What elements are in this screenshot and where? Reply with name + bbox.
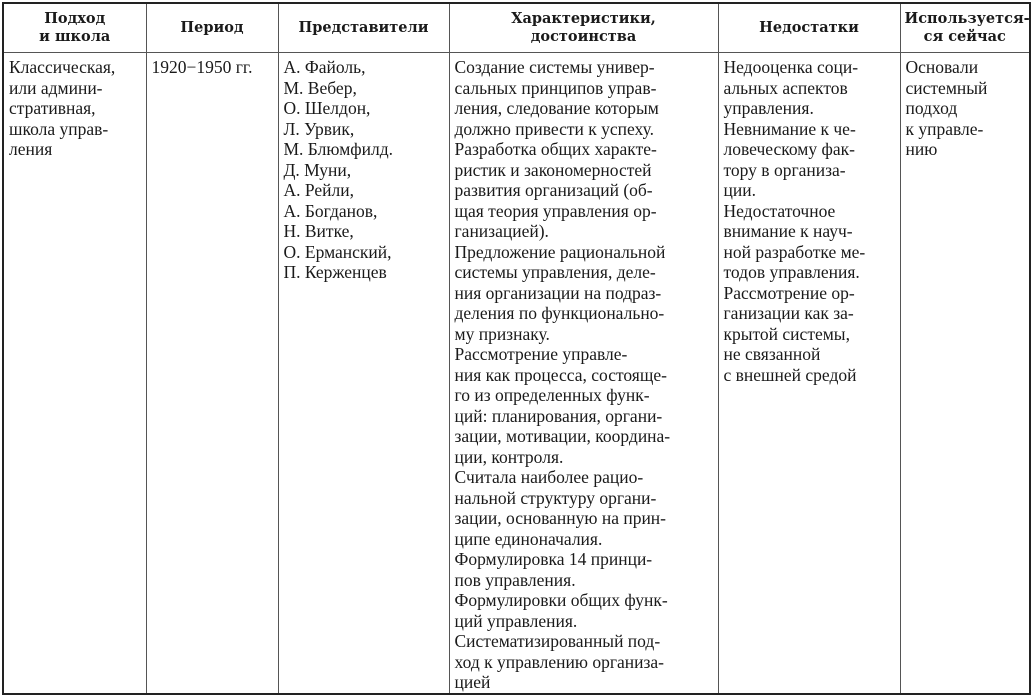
text-line: щая теория управления ор- <box>454 200 657 221</box>
text-line: управления. <box>723 98 814 118</box>
text-line: Предложение рациональной <box>454 241 666 262</box>
text-line: зации, мотивации, координа- <box>454 426 671 446</box>
text-line: А. Рейли, <box>283 180 354 200</box>
text-line: и школа <box>39 28 111 45</box>
text-line: му признаку. <box>454 323 550 344</box>
text-line: Используется- <box>904 10 1030 27</box>
text-line: ципе единоначалия. <box>454 528 603 549</box>
text-line: А. Богданов, <box>283 200 378 221</box>
text-line: ловеческому фак- <box>723 139 855 159</box>
text-line: Период <box>180 19 244 36</box>
text-line: не связанной <box>723 344 821 364</box>
text-line: ления, следование которым <box>454 98 659 118</box>
text-line: тодов управления. <box>723 262 860 282</box>
text-line: Рассмотрение управле- <box>454 344 628 364</box>
table-row <box>3 53 1030 694</box>
text-line: Представители <box>298 19 429 36</box>
text-line: пов управления. <box>454 569 576 590</box>
text-line: Основали <box>905 57 979 77</box>
text-line: Недостатки <box>759 19 859 36</box>
text-line: сальных принципов управ- <box>454 77 657 98</box>
header-used-now <box>900 3 1030 53</box>
text-line: А. Файоль, <box>283 57 366 77</box>
header-drawbacks <box>718 3 900 53</box>
cell-drawbacks <box>718 53 900 694</box>
text-line: П. Керженцев <box>283 262 387 282</box>
text-line: Невнимание к че- <box>723 118 856 139</box>
cell-characteristics <box>449 53 718 694</box>
text-line: ции, контроля. <box>454 446 564 467</box>
text-line: с внешней средой <box>723 364 857 385</box>
cell-approach <box>3 53 146 694</box>
text-line: 1920−1950 гг. <box>151 57 253 77</box>
text-line: Н. Витке, <box>283 221 354 241</box>
text-line: ход к управлению организа- <box>454 651 665 672</box>
text-line: ся сейчас <box>923 28 1006 45</box>
text-line: Формулировка 14 принци- <box>454 549 653 569</box>
text-line: цией <box>454 672 491 692</box>
header-row <box>3 3 1030 53</box>
text-line: системы управления, деле- <box>454 262 656 282</box>
text-line: крытой системы, <box>723 323 850 344</box>
text-line: Классическая, <box>9 57 116 77</box>
text-line: ления <box>9 139 53 159</box>
text-line: или админи- <box>9 77 103 98</box>
text-line: М. Блюмфилд. <box>283 139 393 159</box>
text-line: Систематизированный под- <box>454 631 661 651</box>
text-line: М. Вебер, <box>283 77 357 98</box>
text-line: Формулировки общих функ- <box>454 590 668 610</box>
cell-representatives <box>278 53 449 694</box>
text-line: нию <box>905 139 938 159</box>
text-line: Недостаточное <box>723 200 836 221</box>
header-period <box>146 3 278 53</box>
text-line: Считала наиболее рацио- <box>454 467 644 487</box>
text-line: ций: планирования, органи- <box>454 405 663 426</box>
text-line: Рассмотрение ор- <box>723 282 855 303</box>
text-line: альных аспектов <box>723 77 848 98</box>
text-line: ций управления. <box>454 610 578 631</box>
text-line: О. Ерманский, <box>283 241 392 262</box>
text-line: достоинства <box>530 28 637 45</box>
text-line: ции. <box>723 180 756 200</box>
text-line: зации, основанную на прин- <box>454 508 667 528</box>
text-line: го из определенных функ- <box>454 385 650 405</box>
text-line: деления по функционально- <box>454 303 665 323</box>
cell-period <box>146 53 278 694</box>
header-approach <box>3 3 146 53</box>
text-line: Подход <box>44 10 106 27</box>
text-line: ганизацией). <box>454 221 549 241</box>
text-line: ния организации на подраз- <box>454 282 662 303</box>
text-line: Недооценка соци- <box>723 57 859 77</box>
text-line: нальной структуру органи- <box>454 487 657 508</box>
header-characteristics <box>449 3 718 53</box>
text-line: должно привести к успеху. <box>454 118 654 139</box>
text-line: Л. Урвик, <box>283 118 355 139</box>
text-line: ной разработке ме- <box>723 241 866 262</box>
text-line: Характеристики, <box>511 10 656 27</box>
text-line: ния как процесса, состояще- <box>454 364 667 385</box>
text-line: подход <box>905 98 958 118</box>
text-line: школа управ- <box>9 118 109 139</box>
text-line: системный <box>905 77 988 98</box>
text-line: Д. Муни, <box>283 159 352 180</box>
text-line: внимание к науч- <box>723 221 853 241</box>
text-line: Разработка общих характе- <box>454 139 657 159</box>
text-line: тору в организа- <box>723 159 846 180</box>
management-schools-table <box>2 2 1031 695</box>
text-line: Создание системы универ- <box>454 57 655 77</box>
text-line: к управле- <box>905 118 984 139</box>
text-line: развития организаций (об- <box>454 180 653 200</box>
cell-used-now <box>900 53 1030 694</box>
text-line: О. Шелдон, <box>283 98 371 118</box>
header-representatives <box>278 3 449 53</box>
text-line: ганизации как за- <box>723 303 854 323</box>
text-line: ристик и закономерностей <box>454 159 652 180</box>
text-line: стративная, <box>9 98 96 118</box>
